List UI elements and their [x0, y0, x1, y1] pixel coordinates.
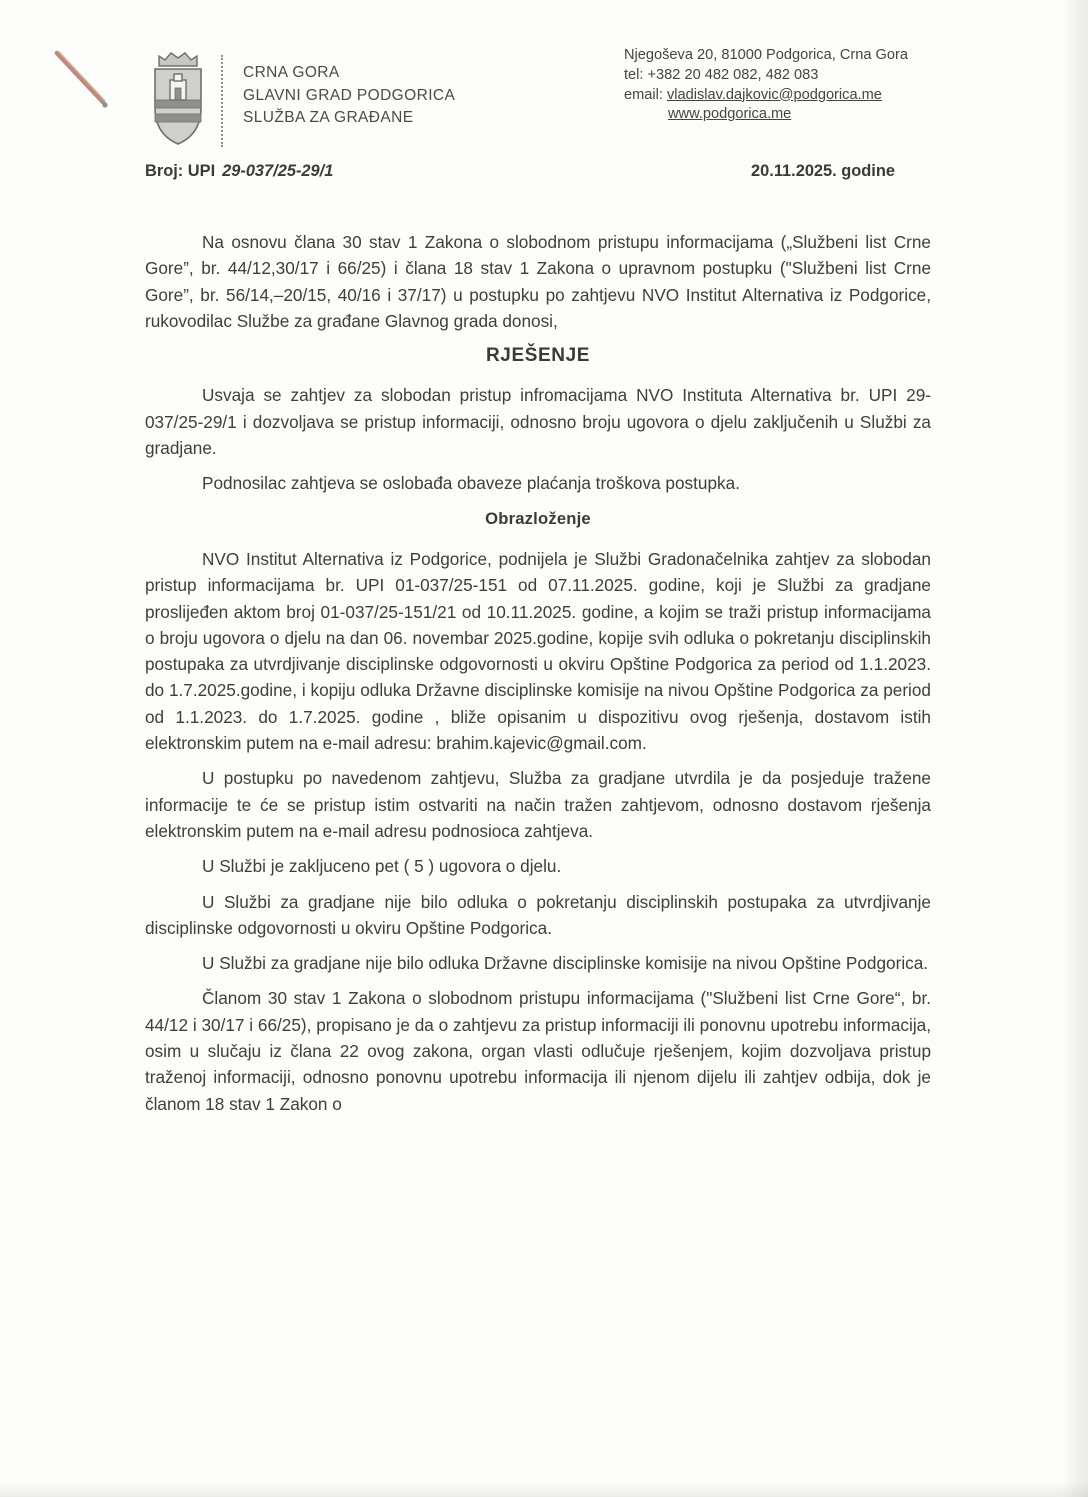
- reference-line: [145, 162, 895, 181]
- org-city: GLAVNI GRAD PODGORICA: [243, 86, 456, 104]
- organization-block: [243, 62, 455, 130]
- contact-email-line: [624, 86, 908, 106]
- contact-email-label: email:: [624, 86, 663, 103]
- paragraph-costs: Podnosilac zahtjeva se oslobađa obaveze plaćanja troškova postupka.: [202, 473, 740, 494]
- paragraph-contracts-count: U Službi je zakljuceno pet ( 5 ) ugovora o djelu.: [202, 856, 562, 877]
- org-department: SLUŽBA ZA GRAĐANE: [243, 109, 414, 126]
- contact-address: Njegoševa 20, 81000 Podgorica, Crna Gora: [624, 47, 908, 63]
- heading-obrazlozenje: Obrazloženje: [485, 508, 591, 528]
- contact-email-link[interactable]: vladislav.dajkovic@podgorica.me: [667, 86, 882, 103]
- coat-of-arms-icon: [148, 50, 208, 148]
- org-country: CRNA GORA: [243, 64, 340, 81]
- paragraph-request-details: NVO Institut Alternativa iz Podgorice, podnijela je Službi Gradonačelnika zahtjev za slobodan pristup informacijama br. UPI 01-037/25-151 od 07.11.2025. godine, koji je Službi za gradjane proslijeđen aktom broj 01-037/25-151/21 od 10.11.2025. godine, a kojim se traži pristup informacijama o broju ugovora o djelu na dan 06. novembar 2025.godine, kopije svih odluka o pokretanju disciplinskih postupaka za utvrdjivanje disciplinske odgovornosti u okviru Opštine Podgorica za period od 1.1.2023. do 1.7.2025.godine, i kopiju odluka Državne disciplinske komisije na nivou Opštine Podgorica za period od 1.1.2023. do 1.7.2025. godine , bliže opisanim u dispozitivu ovog rješenja, dostavom istih elektronskim putem na e-mail adresu: brahim.kajevic@gmail.com.: [145, 548, 931, 754]
- paragraph-legal-basis: Članom 30 stav 1 Zakona o slobodnom pristupu informacijama ("Službeni list Crne Gore“, br. 44/12 i 30/17 i 66/25), propisano je da o zahtjevu za pristup informaciji ili ponovnu upotrebu informacija, osim u slučaju iz člana 22 ovog zakona, organ vlasti odlučuje rješenjem, kojim dozvoljava pristup traženoj informaciji, odnosno ponovnu upotrebu informacija ili njenom dijelu ili zahtjev odbija, dok je članom 18 stav 1 Zakon o: [145, 988, 931, 1114]
- document-date: 20.11.2025. godine: [751, 162, 895, 180]
- contact-tel: tel: +382 20 482 082, 482 083: [624, 66, 819, 83]
- case-number-value: 29-037/25-29/1: [222, 162, 334, 180]
- contact-website-line: [624, 105, 908, 125]
- letterhead-divider: [221, 55, 223, 147]
- case-number: [145, 162, 333, 181]
- paragraph-no-state-commission: U Službi za gradjane nije bilo odluka Državne disciplinske komisije na nivou Opštine Podgorica.: [202, 953, 929, 974]
- paragraph-procedure: U postupku po navedenom zahtjevu, Služba za gradjane utvrdila je da posjeduje tražene informacije te će se pristup istim ostvariti na način tražen zahtjevom, odnosno dostavom rješenja elektronskim putem na e-mail adresu podnosioca zahtjeva.: [145, 768, 931, 841]
- contact-website-link[interactable]: www.podgorica.me: [668, 106, 792, 123]
- paragraph-intro: Na osnovu člana 30 stav 1 Zakona o slobodnom pristupu informacijama („Službeni list Crne Gore”, br. 44/12,30/17 i 66/25) i člana 18 stav 1 Zakona o upravnom postupku ("Službeni list Crne Gore”, br. 56/14,–20/15, 40/16 i 37/17) u postupku po zahtjevu NVO Institut Alternativa iz Podgorice, rukovodilac Službe za građane Glavnog grada donosi,: [145, 232, 931, 331]
- paragraph-no-disciplinary: U Službi za gradjane nije bilo odluka o pokretanju disciplinskih postupaka za utvrdjivanje disciplinske odgovornosti u okviru Opštine Podgorica.: [145, 891, 931, 938]
- case-number-label: Broj: UPI: [145, 162, 216, 180]
- contact-block: [624, 46, 908, 125]
- heading-rjesenje: RJEŠENJE: [485, 345, 591, 367]
- scan-edge-bottom: [0, 1481, 1088, 1497]
- pen-stroke-mark: [46, 42, 120, 120]
- scan-edge-right: [1062, 0, 1088, 1497]
- document-body: [145, 229, 931, 1117]
- paragraph-decision: Usvaja se zahtjev za slobodan pristup infromacijama NVO Instituta Alternativa br. UPI 29-037/25-29/1 i dozvoljava se pristup informaciji, odnosno broju ugovora o djelu zaključenih u Službi za gradjane.: [145, 385, 931, 459]
